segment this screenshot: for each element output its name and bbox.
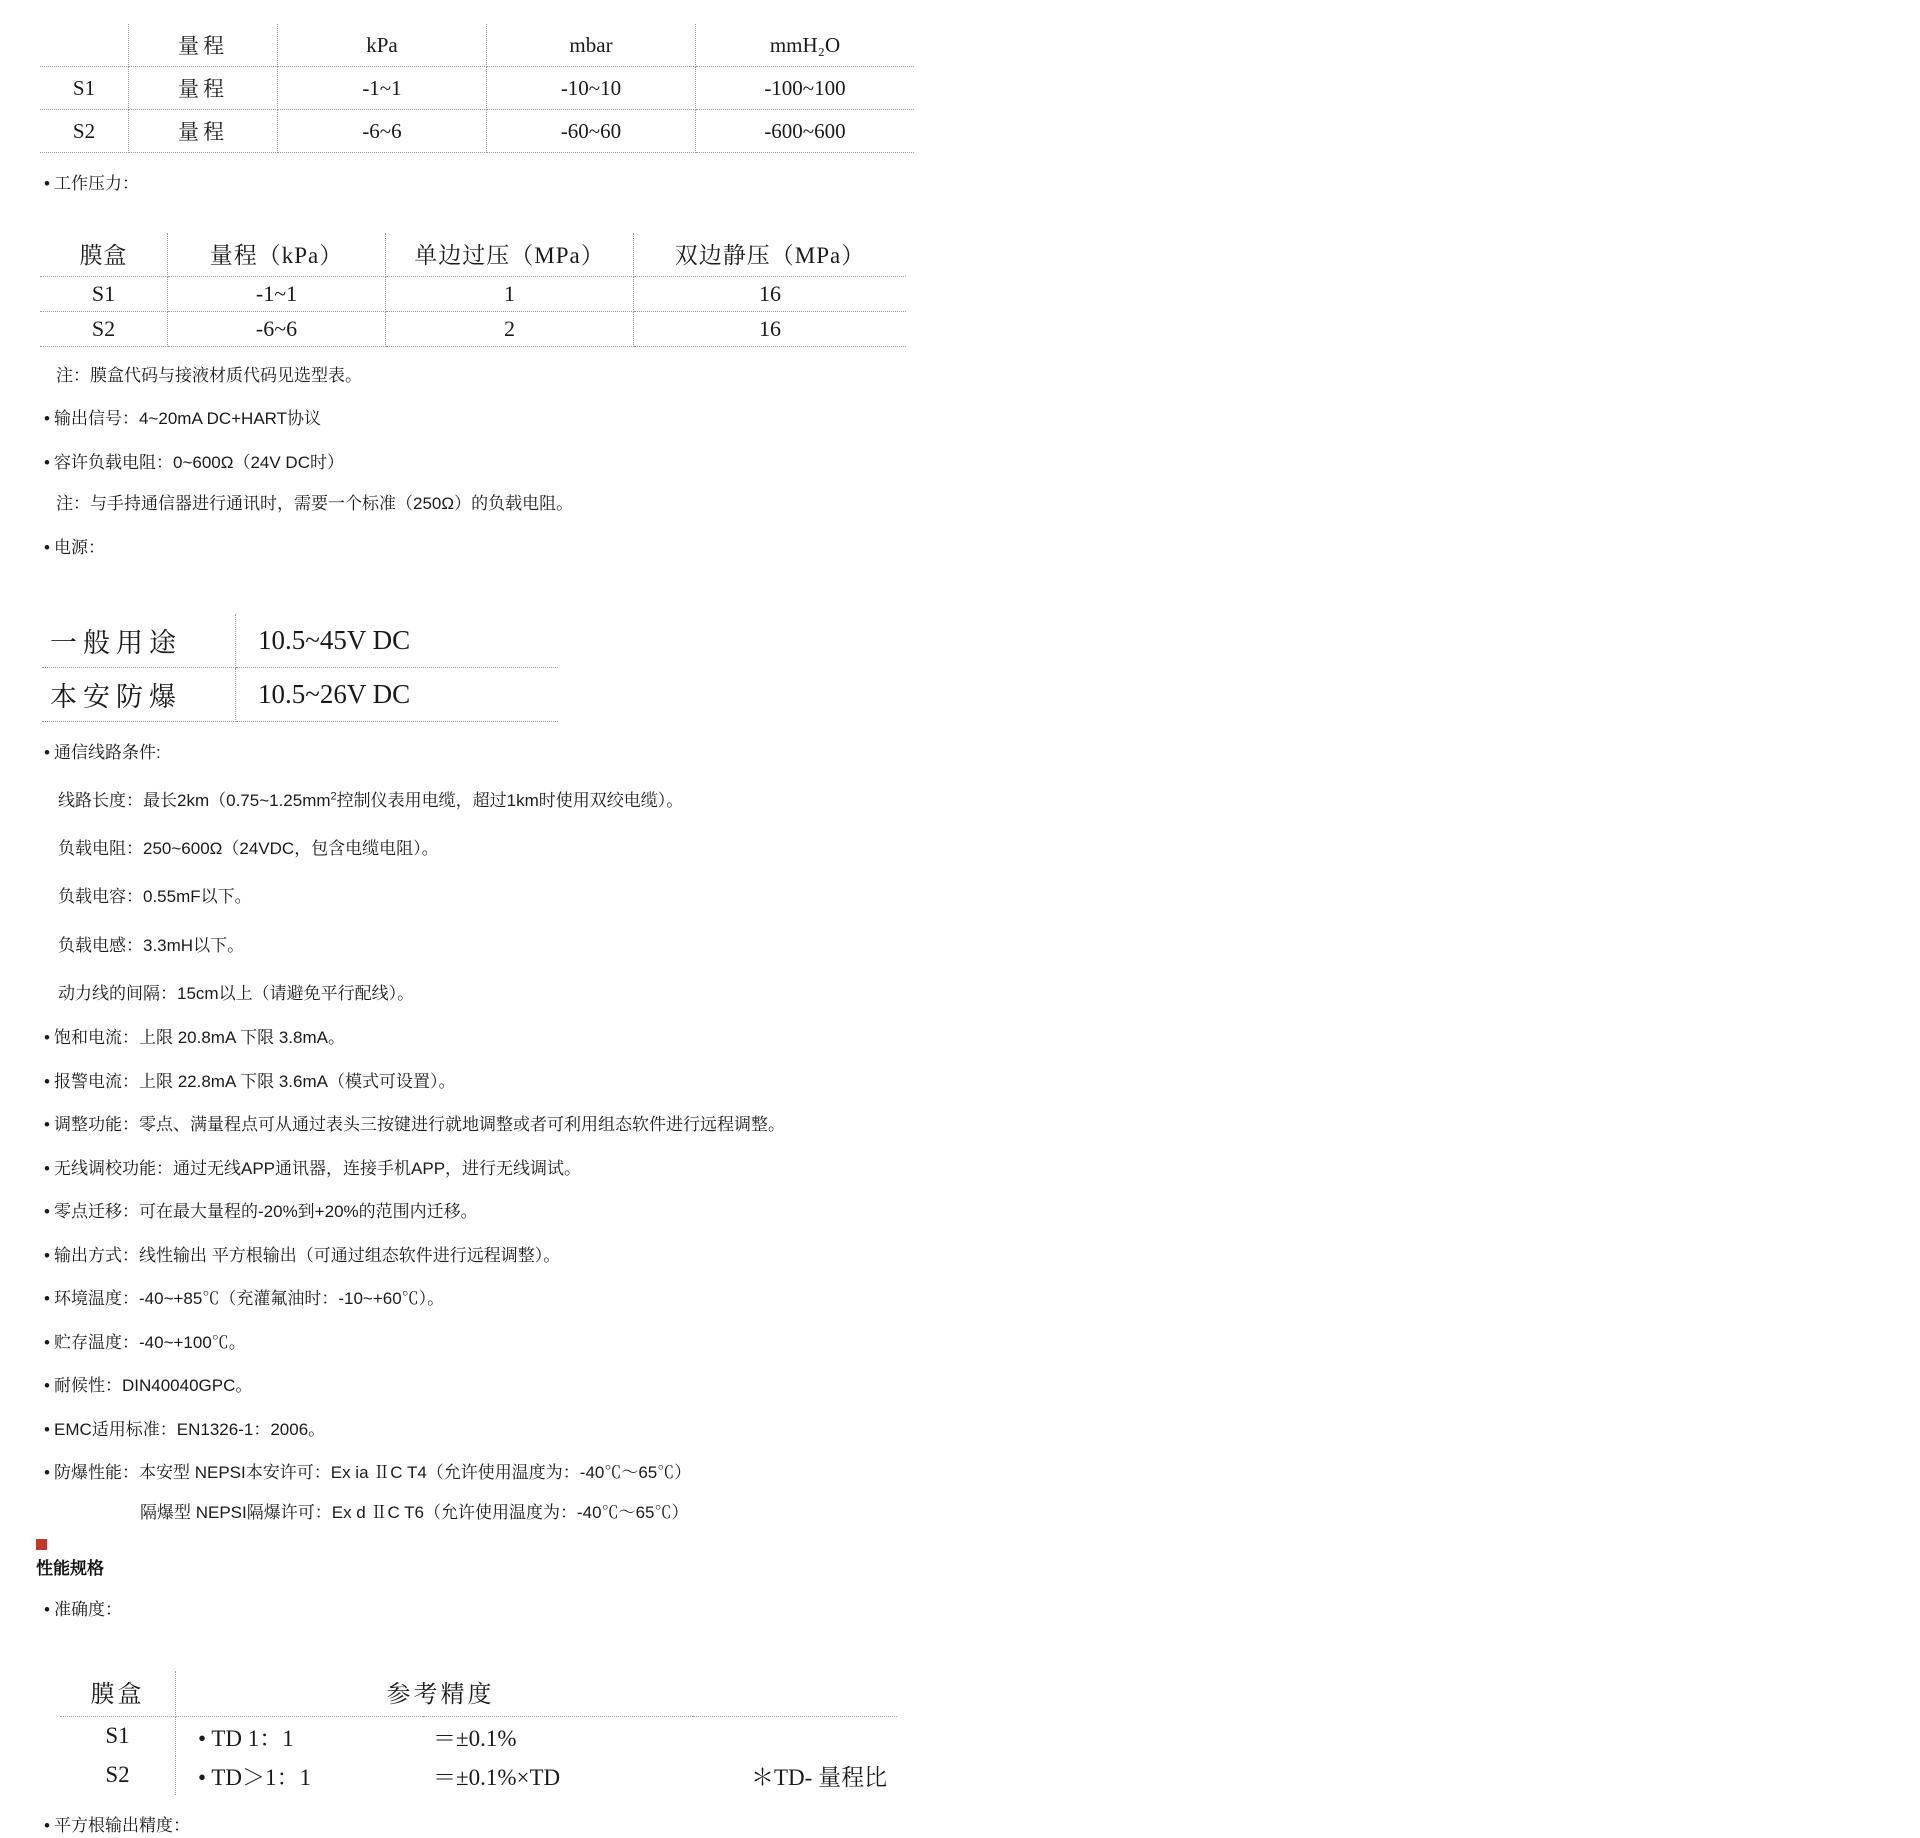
- bullet-dot: •: [44, 1028, 50, 1048]
- bullet-text: 调整功能：零点、满量程点可从通过表头三按键进行就地调整或者可利用组态软件进行远程调整。: [54, 1115, 785, 1135]
- bullet-ambient-temperature: [44, 1286, 1560, 1312]
- bullet-wireless-calibration: [44, 1156, 1560, 1182]
- comm-item-4: 动力线的间隔：15cm以上（请避免平行配线）。: [58, 983, 415, 1003]
- range-header-blank: [40, 24, 129, 67]
- bullet-dot: •: [44, 1600, 50, 1620]
- table-row: [40, 67, 914, 110]
- table-row: [42, 614, 558, 668]
- bullet-dot: •: [44, 174, 50, 193]
- bullet-explosion-proof: [44, 1460, 1560, 1486]
- range-row2-kpa: -6~6: [278, 110, 487, 153]
- accuracy-table: [60, 1671, 897, 1795]
- bullet-dot: •: [44, 409, 50, 428]
- bullet-text: 防爆性能：本安型 NEPSI本安许可：Ex ia ⅡC T4（允许使用温度为：-40℃～65℃）: [54, 1463, 692, 1483]
- comm-item-0-pre: 线路长度：最长2km（0.75~1.25mm: [58, 790, 331, 810]
- explosion-proof-second-line: 隔爆型 NEPSI隔爆许可：Ex d ⅡC T6（允许使用温度为：-40℃～65℃）: [140, 1502, 689, 1522]
- range-header-kpa: kPa: [278, 24, 487, 67]
- bullet-text: 报警电流：上限 22.8mA 下限 3.6mA（模式可设置）。: [54, 1071, 456, 1091]
- range-header-range: 量程: [129, 24, 278, 67]
- bullet-text: 饱和电流：上限 20.8mA 下限 3.8mA。: [54, 1028, 345, 1048]
- press-row2-range: -6~6: [168, 311, 386, 346]
- press-row1-double: 16: [634, 276, 907, 311]
- press-row2-code: S2: [40, 311, 168, 346]
- sqrt-accuracy-label: 平方根输出精度：: [54, 1815, 190, 1835]
- range-row1-kpa: -1~1: [278, 67, 487, 110]
- load-resistance-note: 注：与手持通信器进行通讯时，需要一个标准（250Ω）的负载电阻。: [56, 494, 574, 513]
- press-row1-range: -1~1: [168, 276, 386, 311]
- range-header-mbar: mbar: [487, 24, 696, 67]
- bullet-dot: •: [44, 1202, 50, 1222]
- bullet-dot: •: [44, 1419, 50, 1439]
- range-row2-label: 量程: [129, 110, 278, 153]
- accuracy-row2-code: S2: [60, 1756, 176, 1795]
- working-pressure-table: [40, 233, 906, 347]
- output-signal-row: [44, 406, 1560, 432]
- bullet-saturation-current: [44, 1025, 1560, 1051]
- range-row1-label: 量程: [129, 67, 278, 110]
- press-row2-double: 16: [634, 311, 907, 346]
- comm-item-1: 负载电阻：250~600Ω（24VDC，包含电缆电阻）。: [58, 838, 439, 858]
- accuracy-row2-td: • TD＞1：1: [198, 1764, 312, 1790]
- power-row: [44, 535, 1560, 561]
- bullet-dot: •: [44, 452, 50, 472]
- load-resistance-row: [44, 450, 1560, 476]
- power-row1-label: 一般用途: [42, 614, 236, 668]
- press-header-single: 单边过压（MPa）: [386, 233, 634, 277]
- table-row: [40, 276, 906, 311]
- working-pressure-bullet: [44, 171, 1560, 197]
- table-row: [60, 1671, 897, 1717]
- comm-item-0: [58, 788, 1560, 814]
- range-row1-mmh2o: -100~100: [696, 67, 915, 110]
- range-row2-mmh2o: -600~600: [696, 110, 915, 153]
- comm-item-0-sup: 2: [330, 789, 337, 802]
- power-row2-label: 本安防爆: [42, 668, 236, 722]
- accuracy-header-blank: [693, 1671, 897, 1717]
- bullet-text: 输出方式：线性输出 平方根输出（可通过组态软件进行远程调整）。: [54, 1245, 561, 1265]
- power-supply-table: [42, 614, 558, 722]
- bullet-dot: •: [44, 743, 50, 762]
- bullet-dot: •: [44, 1815, 50, 1835]
- comm-item-2: 负载电容：0.55mF以下。: [58, 887, 252, 907]
- comm-item-0-post: 控制仪表用电缆，超过1km时使用双绞电缆）。: [336, 790, 684, 810]
- accuracy-label: 准确度：: [54, 1600, 122, 1620]
- comm-title-row: [44, 740, 1560, 766]
- table-row: [40, 311, 906, 346]
- accuracy-row2-extra: ＊TD- 量程比: [751, 1764, 888, 1790]
- bullet-dot: •: [44, 1245, 50, 1265]
- bullet-output-mode: [44, 1243, 1560, 1269]
- range-row1-code: S1: [40, 67, 129, 110]
- bullet-alarm-current: [44, 1069, 1560, 1095]
- bullet-dot: •: [44, 1158, 50, 1178]
- accuracy-row2-value: ＝±0.1%×TD: [433, 1764, 561, 1790]
- bullet-dot: •: [44, 1115, 50, 1135]
- table-row: [42, 668, 558, 722]
- bullet-text: 零点迁移：可在最大量程的-20%到+20%的范围内迁移。: [54, 1202, 478, 1222]
- section-marker-icon: [36, 1539, 47, 1550]
- diaphragm-note: 注：膜盒代码与接液材质代码见选型表。: [56, 365, 362, 385]
- press-header-diaphragm: 膜盒: [40, 233, 168, 277]
- table-row: [40, 24, 914, 67]
- power-row1-value: 10.5~45V DC: [236, 614, 559, 668]
- bullet-zero-migration: [44, 1199, 1560, 1225]
- table-row: [40, 110, 914, 153]
- bullet-text: 贮存温度：-40~+100℃。: [54, 1332, 246, 1352]
- bullet-text: 环境温度：-40~+85℃（充灌氟油时：-10~+60℃）。: [54, 1289, 445, 1309]
- bullet-dot: •: [44, 1332, 50, 1352]
- range-header-mmh2o: mmH₂O: [696, 24, 915, 67]
- accuracy-header-reference: 参考精度: [176, 1671, 694, 1717]
- bullet-text: EMC适用标准：EN1326-1：2006。: [54, 1419, 326, 1439]
- press-header-double: 双边静压（MPa）: [634, 233, 907, 277]
- bullet-emc-standard: [44, 1417, 1560, 1443]
- range-row1-mbar: -10~10: [487, 67, 696, 110]
- accuracy-bullet-row: [44, 1597, 1560, 1623]
- bullet-adjust-function: [44, 1112, 1560, 1138]
- comm-item-3: 负载电感：3.3mH以下。: [58, 935, 245, 955]
- table-row: [60, 1756, 897, 1795]
- load-resistance-text: 容许负载电阻：0~600Ω（24V DC时）: [54, 452, 344, 472]
- performance-section-title: 性能规格: [36, 1559, 104, 1579]
- accuracy-row1-value: ＝±0.1%: [433, 1725, 517, 1751]
- accuracy-header-diaphragm: 膜盒: [60, 1671, 176, 1717]
- bullet-text: 耐候性：DIN40040GPC。: [54, 1376, 253, 1396]
- accuracy-row1-extra: [693, 1716, 897, 1756]
- bullet-dot: •: [44, 1463, 50, 1483]
- bullet-storage-temperature: [44, 1330, 1560, 1356]
- table-row: [40, 233, 906, 277]
- press-row2-single: 2: [386, 311, 634, 346]
- working-pressure-label: 工作压力：: [54, 174, 139, 193]
- bullet-dot: •: [44, 1376, 50, 1396]
- power-label: 电源：: [54, 537, 105, 557]
- bullet-dot: •: [44, 1289, 50, 1309]
- range-table: [40, 24, 914, 153]
- range-row2-code: S2: [40, 110, 129, 153]
- output-signal-text: 输出信号：4~20mA DC+HART协议: [54, 409, 322, 428]
- press-header-range: 量程（kPa）: [168, 233, 386, 277]
- comm-title: 通信线路条件:: [54, 743, 161, 762]
- bullet-text: 无线调校功能：通过无线APP通讯器，连接手机APP，进行无线调试。: [54, 1158, 582, 1178]
- power-row2-value: 10.5~26V DC: [236, 668, 559, 722]
- accuracy-row1-td: • TD 1：1: [198, 1725, 294, 1751]
- sqrt-accuracy-row: [44, 1813, 1560, 1838]
- range-row2-mbar: -60~60: [487, 110, 696, 153]
- press-row1-code: S1: [40, 276, 168, 311]
- table-row: [60, 1716, 897, 1756]
- accuracy-row1-code: S1: [60, 1716, 176, 1756]
- bullet-dot: •: [44, 1071, 50, 1091]
- press-row1-single: 1: [386, 276, 634, 311]
- bullet-dot: •: [44, 537, 50, 557]
- bullet-weather-resistance: [44, 1373, 1560, 1399]
